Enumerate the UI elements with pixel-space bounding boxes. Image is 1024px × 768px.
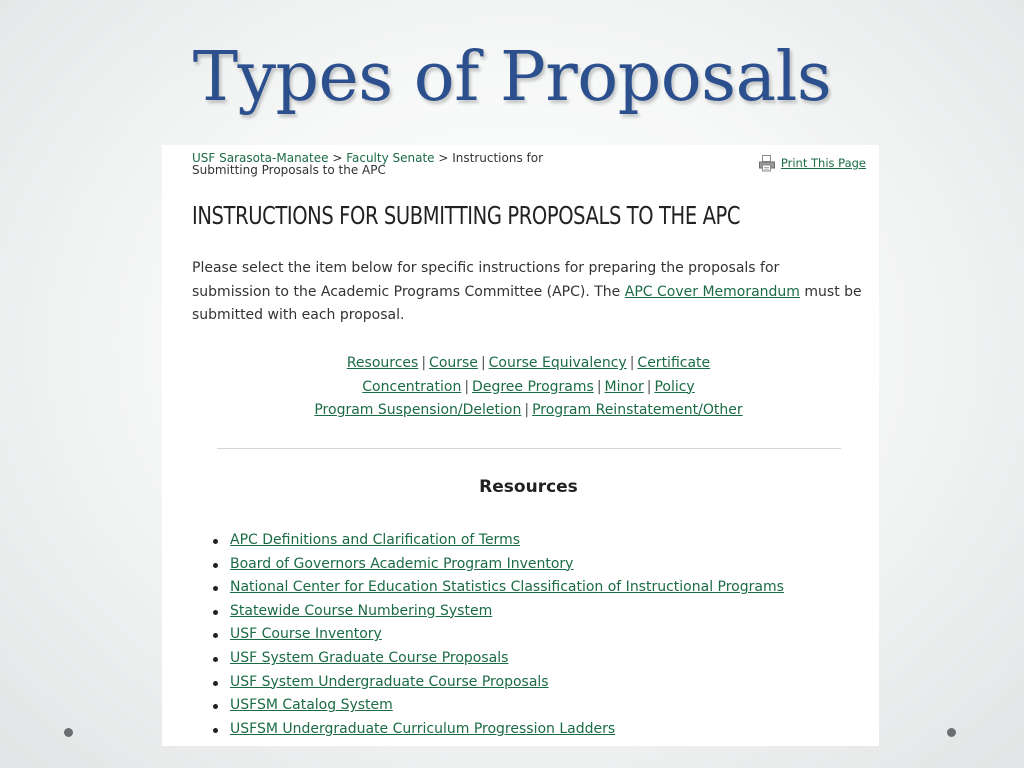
list-item (213, 647, 784, 671)
nav-link-program-suspension-deletion[interactable]: Program Suspension/Deletion (314, 402, 522, 418)
breadcrumb-current: Instructions for Submitting Proposals to the APC (192, 151, 544, 177)
resources-heading: Resources (479, 477, 578, 497)
breadcrumb-separator: > (328, 151, 347, 165)
nav-link-program-reinstatement-other[interactable]: Program Reinstatement/Other (532, 402, 743, 418)
nav-link-course[interactable]: Course (429, 355, 478, 371)
nav-separator: | (464, 378, 470, 395)
nav-links-row (162, 376, 879, 400)
list-item (213, 576, 784, 600)
nav-separator: | (524, 402, 530, 418)
nav-links-row (162, 352, 879, 376)
resource-link-usfsm-undergraduate-curriculum-progression-ladders[interactable]: USFSM Undergraduate Curriculum Progression Ladders (230, 720, 616, 737)
apc-cover-memorandum-link[interactable]: APC Cover Memorandum (624, 283, 800, 300)
resource-link-board-of-governors-academic-program-inventory[interactable]: Board of Governors Academic Program Inventory (230, 555, 574, 572)
resource-link-usf-system-undergraduate-course-proposals[interactable]: USF System Undergraduate Course Proposals (230, 673, 549, 690)
nav-link-course-equivalency[interactable]: Course Equivalency (488, 355, 627, 371)
nav-link-concentration[interactable]: Concentration (362, 378, 462, 395)
resource-link-usf-system-graduate-course-proposals[interactable]: USF System Graduate Course Proposals (230, 649, 509, 666)
page-heading: INSTRUCTIONS FOR SUBMITTING PROPOSALS TO THE APC (192, 201, 741, 230)
breadcrumb-link-faculty-senate[interactable]: Faculty Senate (346, 151, 435, 165)
resource-link-usf-course-inventory[interactable]: USF Course Inventory (230, 626, 382, 643)
nav-separator: | (421, 355, 427, 371)
list-item (213, 623, 784, 647)
nav-link-certificate[interactable]: Certificate (637, 355, 711, 371)
nav-link-resources[interactable]: Resources (346, 355, 419, 371)
slide-dot-left (64, 728, 73, 737)
print-page-link[interactable] (758, 154, 866, 172)
resource-link-national-center-for-education-statistics-classification-of-instructional-programs[interactable]: National Center for Education Statistics Classification of Instructional Programs (230, 579, 784, 596)
nav-links-row (162, 399, 879, 423)
slide-dot-right (947, 728, 956, 737)
webpage-screenshot (162, 145, 879, 746)
printer-icon (758, 154, 776, 172)
print-page-label: Print This Page (780, 156, 866, 170)
intro-paragraph (192, 257, 862, 328)
resource-link-apc-definitions-and-clarification-of-terms[interactable]: APC Definitions and Clarification of Terms (230, 532, 520, 548)
list-item (213, 671, 784, 695)
proposal-type-links (162, 352, 879, 423)
breadcrumb (192, 152, 612, 176)
resources-list (213, 529, 784, 741)
nav-separator: | (646, 378, 652, 395)
list-item (213, 600, 784, 624)
slide-title: Types of Proposals (192, 38, 832, 117)
divider (217, 448, 841, 449)
resource-link-usfsm-catalog-system[interactable]: USFSM Catalog System (230, 697, 393, 714)
breadcrumb-separator: > (434, 151, 453, 165)
nav-link-policy[interactable]: Policy (654, 378, 695, 395)
breadcrumb-link-usf-sarasota-manatee[interactable]: USF Sarasota-Manatee (192, 151, 329, 165)
list-item (213, 553, 784, 577)
nav-link-minor[interactable]: Minor (604, 378, 644, 395)
resource-link-statewide-course-numbering-system[interactable]: Statewide Course Numbering System (230, 602, 493, 619)
nav-link-degree-programs[interactable]: Degree Programs (472, 378, 594, 395)
nav-separator: | (596, 378, 602, 395)
list-item (213, 718, 784, 742)
list-item (213, 529, 784, 553)
intro-text: Please select the item below for specific instructions for preparing the proposals for submission to the Academic Programs Committee (APC). The (192, 260, 780, 300)
list-item (213, 694, 784, 718)
intro-text: must be submitted with each proposal. (192, 283, 862, 323)
nav-separator: | (629, 355, 635, 371)
nav-separator: | (480, 355, 486, 371)
